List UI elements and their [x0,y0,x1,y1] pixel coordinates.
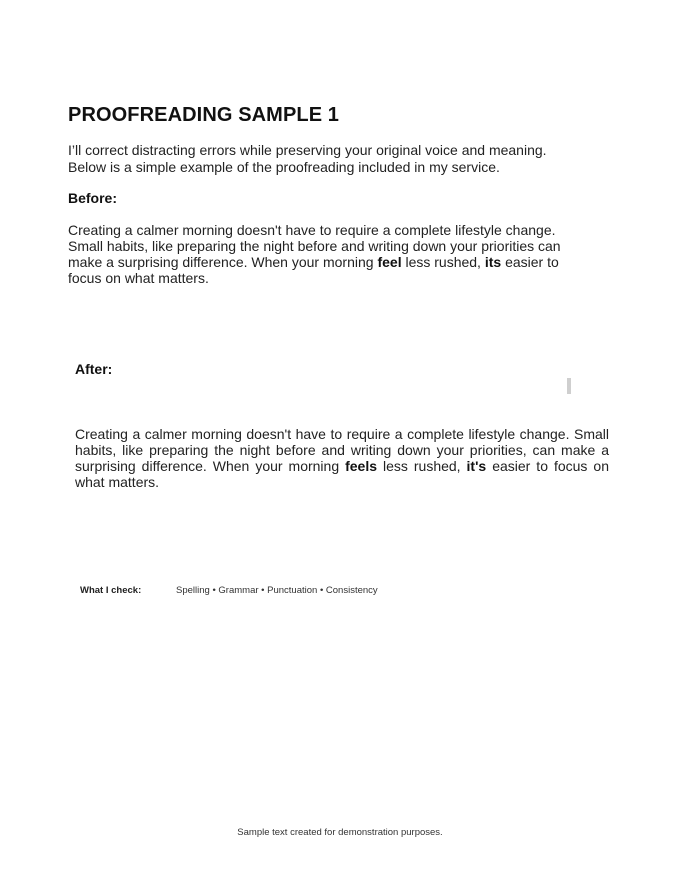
before-text-segment: Creating a calmer morning doesn't have to require a complete lifestyle change. Small habits, like preparing the night before and writing down your priorities can make a surprising difference. When your morning [68,222,561,270]
after-heading: After: [75,361,113,377]
intro-paragraph [68,142,588,176]
before-error-word-its: its [484,254,502,270]
after-text-segment: Creating a calmer morning doesn't have to require a complete lifestyle change. Small habits, like preparing the night before and writing down your priorities, can make a surprising difference. When your morning [75,426,609,474]
after-corrected-word-its: it's [466,458,487,474]
after-sample-text [75,426,609,490]
what-i-check-label: What I check: [80,585,142,596]
footer-note: Sample text created for demonstration purposes. [237,827,443,838]
before-text-segment: easier to focus on what matters. [68,254,559,286]
text-cursor-mark [567,378,571,394]
before-sample-text [68,222,588,286]
after-text-segment: less rushed, [377,458,467,474]
page-title: PROOFREADING SAMPLE 1 [68,104,340,126]
intro-line-1: I’ll correct distracting errors while preserving your original voice and meaning. [68,142,547,158]
after-text-segment: easier to focus on what matters. [75,458,609,490]
before-error-word-feel: feel [377,254,402,270]
what-i-check-items: Spelling • Grammar • Punctuation • Consistency [176,585,378,596]
before-heading: Before: [68,190,118,206]
after-corrected-word-feels: feels [345,458,378,474]
intro-line-2: Below is a simple example of the proofreading included in my service. [68,159,500,175]
before-text-segment: less rushed, [401,254,485,270]
